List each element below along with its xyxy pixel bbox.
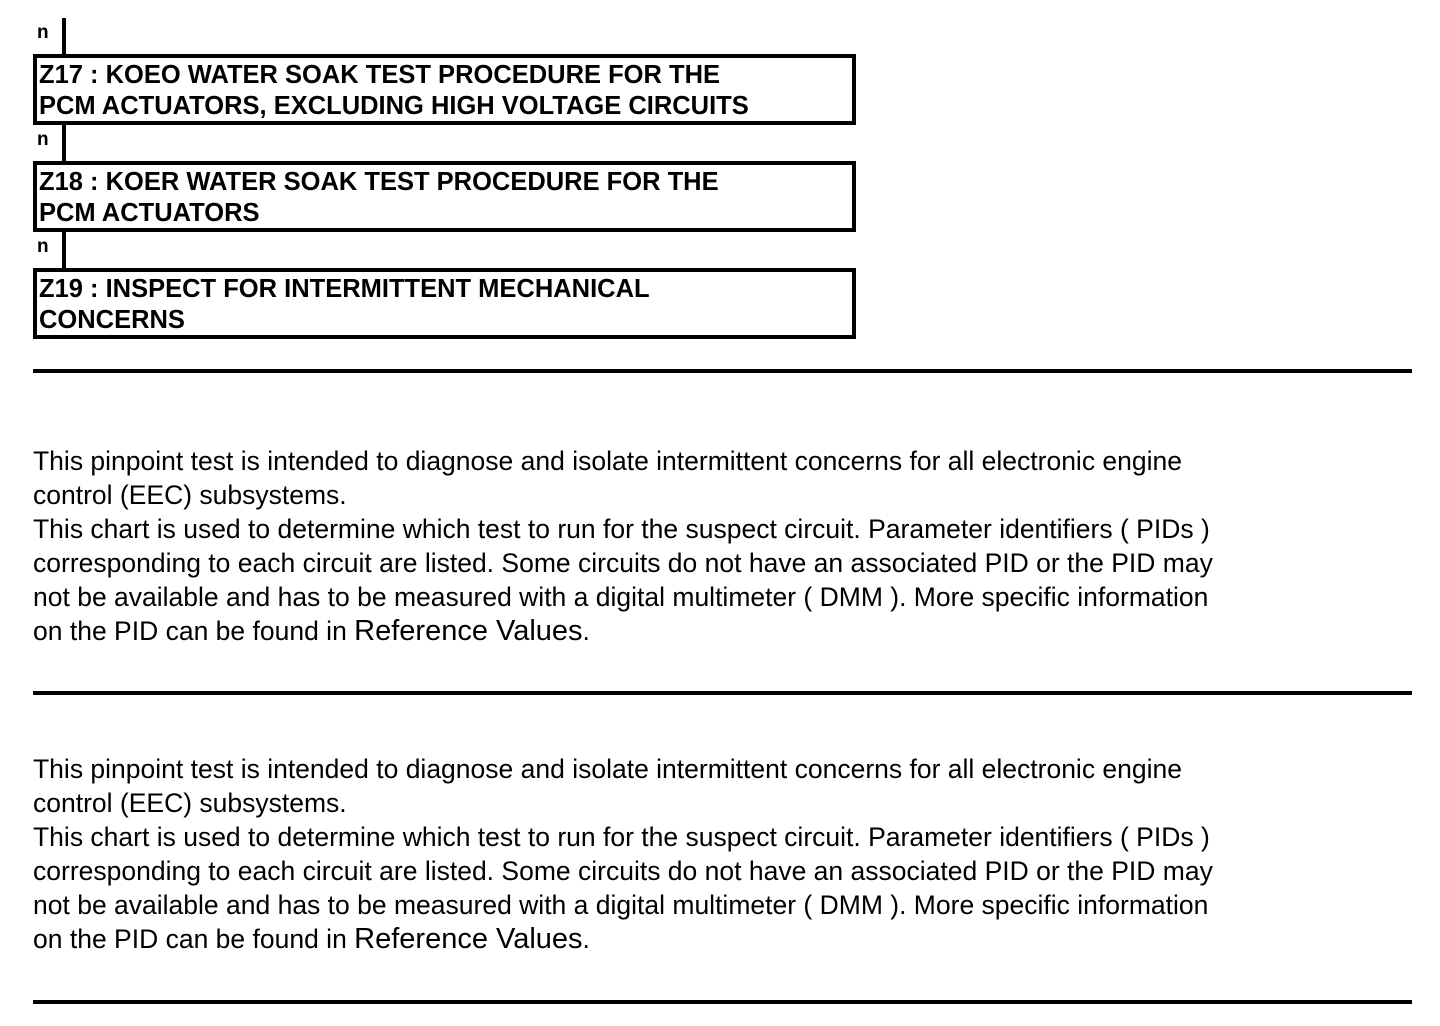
section-divider (33, 1000, 1412, 1004)
description-text: on the PID can be found in (33, 924, 355, 954)
description-line: This chart is used to determine which test to run for the suspect circuit. Parameter identifiers ( PIDs ) (33, 514, 1210, 544)
step-text-line: Z19 : INSPECT FOR INTERMITTENT MECHANICAL (39, 275, 650, 303)
description-line: control (EEC) subsystems. (33, 480, 347, 510)
step-text-line: Z18 : KOER WATER SOAK TEST PROCEDURE FOR THE (39, 168, 719, 196)
step-text-line: PCM ACTUATORS, EXCLUDING HIGH VOLTAGE CIRCUITS (39, 92, 749, 120)
description-section (33, 752, 1413, 956)
description-text: on the PID can be found in (33, 616, 355, 646)
description-line: This pinpoint test is intended to diagnose and isolate intermittent concerns for all electronic engine (33, 754, 1183, 784)
connector-label-no: n (37, 129, 49, 150)
connector-line (62, 232, 66, 268)
description-section (33, 444, 1413, 648)
description-line: This pinpoint test is intended to diagnose and isolate intermittent concerns for all electronic engine (33, 446, 1183, 476)
description-text: . (582, 616, 590, 646)
step-box-z19[interactable] (33, 268, 856, 339)
flow-connector (33, 125, 856, 161)
connector-line (62, 125, 66, 161)
flow-connector (33, 232, 856, 268)
description-text: . (582, 924, 590, 954)
description-line: not be available and has to be measured with a digital multimeter ( DMM ). More specific information (33, 582, 1209, 612)
description-line (33, 614, 1413, 648)
connector-line (62, 18, 66, 54)
description-line: control (EEC) subsystems. (33, 788, 347, 818)
step-text-line: CONCERNS (39, 306, 185, 334)
connector-label-no: n (37, 22, 49, 43)
description-line: corresponding to each circuit are listed. Some circuits do not have an associated PID or the PID may (33, 856, 1213, 886)
step-text-line: PCM ACTUATORS (39, 199, 260, 227)
reference-values-link[interactable]: Reference Values (354, 615, 583, 647)
description-line: corresponding to each circuit are listed. Some circuits do not have an associated PID or the PID may (33, 548, 1213, 578)
description-line: This chart is used to determine which test to run for the suspect circuit. Parameter identifiers ( PIDs ) (33, 822, 1210, 852)
flowchart (33, 18, 856, 339)
section-divider (33, 369, 1412, 373)
step-box-z17[interactable] (33, 54, 856, 125)
step-box-z18[interactable] (33, 161, 856, 232)
reference-values-link[interactable]: Reference Values (354, 923, 583, 955)
connector-label-no: n (37, 236, 49, 257)
step-text-line: Z17 : KOEO WATER SOAK TEST PROCEDURE FOR THE (39, 61, 720, 89)
description-line (33, 922, 1413, 956)
flow-connector (33, 18, 856, 54)
section-divider (33, 691, 1412, 695)
description-line: not be available and has to be measured with a digital multimeter ( DMM ). More specific information (33, 890, 1209, 920)
